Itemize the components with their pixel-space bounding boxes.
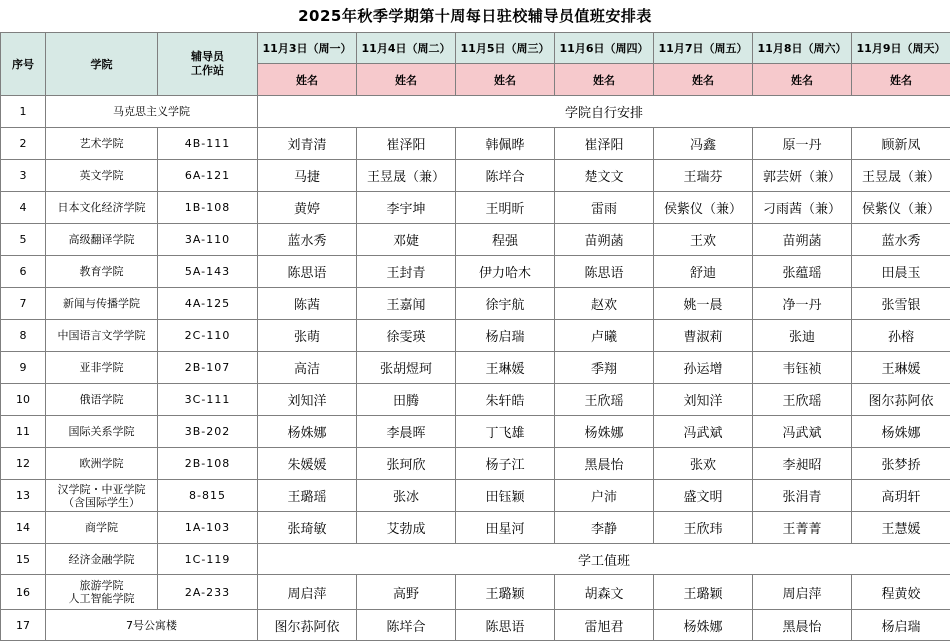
date-header: 11月7日（周五）: [654, 33, 753, 64]
row-college: 欧洲学院: [46, 448, 158, 480]
college-line: （含国际学生）: [63, 495, 140, 509]
duty-name: 田星河: [456, 512, 555, 544]
row-seq: 5: [1, 224, 46, 256]
duty-name: 王璐颖: [456, 575, 555, 610]
date-header: 11月9日（周天）: [852, 33, 950, 64]
duty-name: 图尔荪阿依: [258, 610, 357, 641]
duty-name: 刘知洋: [654, 384, 753, 416]
duty-name: 郭芸妍（兼）: [753, 160, 852, 192]
duty-name: 杨姝娜: [555, 416, 654, 448]
duty-name: 盛文明: [654, 480, 753, 512]
duty-name: 徐宇航: [456, 288, 555, 320]
duty-name: 陈思语: [258, 256, 357, 288]
row-college: 7号公寓楼: [46, 610, 258, 641]
duty-name: 侯紫仪（兼）: [654, 192, 753, 224]
row-seq: 12: [1, 448, 46, 480]
duty-name: 张梦挢: [852, 448, 950, 480]
duty-name: 曹淑莉: [654, 320, 753, 352]
duty-name: 张涓青: [753, 480, 852, 512]
duty-name: 王璐颖: [654, 575, 753, 610]
name-header: 姓名: [258, 64, 357, 96]
duty-name: 周启萍: [258, 575, 357, 610]
table-row: [1, 224, 950, 256]
duty-name: 王欢: [654, 224, 753, 256]
duty-name: 李昶昭: [753, 448, 852, 480]
duty-name: 冯武斌: [654, 416, 753, 448]
duty-name: 蓝水秀: [852, 224, 950, 256]
row-college: 英文学院: [46, 160, 158, 192]
row-seq: 10: [1, 384, 46, 416]
row-college: 新闻与传播学院: [46, 288, 158, 320]
date-header: 11月4日（周二）: [357, 33, 456, 64]
duty-name: 王菁菁: [753, 512, 852, 544]
duty-name: 陈茜: [258, 288, 357, 320]
row-college: 商学院: [46, 512, 158, 544]
table-row: [1, 352, 950, 384]
duty-name: 雷雨: [555, 192, 654, 224]
name-header: 姓名: [753, 64, 852, 96]
row-college: 中国语言文学学院: [46, 320, 158, 352]
duty-name: 赵欢: [555, 288, 654, 320]
table-row: [1, 160, 950, 192]
row-college: 经济金融学院: [46, 544, 158, 575]
row-seq: 8: [1, 320, 46, 352]
duty-name: 黑晨怡: [753, 610, 852, 641]
row-seq: 2: [1, 128, 46, 160]
row-seq: 1: [1, 96, 46, 128]
duty-name: 张胡煜珂: [357, 352, 456, 384]
table-row: [1, 288, 950, 320]
duty-name: 张雪银: [852, 288, 950, 320]
duty-name: 刁雨茜（兼）: [753, 192, 852, 224]
row-college: 亚非学院: [46, 352, 158, 384]
row-college: 国际关系学院: [46, 416, 158, 448]
table-row: [1, 192, 950, 224]
duty-name: 杨启瑞: [456, 320, 555, 352]
seq-header: 序号: [1, 33, 46, 96]
duty-name: 净一丹: [753, 288, 852, 320]
duty-name: 王明昕: [456, 192, 555, 224]
row-college: 马克思主义学院: [46, 96, 258, 128]
duty-name: 马捷: [258, 160, 357, 192]
table-row: [1, 96, 950, 128]
duty-name: 杨姝娜: [852, 416, 950, 448]
name-header: 姓名: [456, 64, 555, 96]
table-row: [1, 256, 950, 288]
duty-name: 张珂欣: [357, 448, 456, 480]
duty-name: 侯紫仪（兼）: [852, 192, 950, 224]
duty-name: 高洁: [258, 352, 357, 384]
duty-name: 田钰颖: [456, 480, 555, 512]
duty-name: 刘青清: [258, 128, 357, 160]
duty-name: 朱轩皓: [456, 384, 555, 416]
row-station: 8-815: [158, 480, 258, 512]
table-row: [1, 128, 950, 160]
table-row: [1, 384, 950, 416]
date-header: 11月6日（周四）: [555, 33, 654, 64]
duty-name: 王嘉闻: [357, 288, 456, 320]
duty-name: 孙运增: [654, 352, 753, 384]
duty-name: 张迪: [753, 320, 852, 352]
row-seq: 9: [1, 352, 46, 384]
header-row-dates: [1, 33, 950, 64]
table-row: [1, 320, 950, 352]
row-station: 3B-202: [158, 416, 258, 448]
row-college: 日本文化经济学院: [46, 192, 158, 224]
duty-name: 韦钰祯: [753, 352, 852, 384]
duty-name: 陈思语: [555, 256, 654, 288]
duty-name: 艾勃成: [357, 512, 456, 544]
row-college: [46, 575, 158, 610]
row-college: 教育学院: [46, 256, 158, 288]
duty-name: 杨姝娜: [654, 610, 753, 641]
duty-name: 邓婕: [357, 224, 456, 256]
duty-name: 徐雯瑛: [357, 320, 456, 352]
row-station: 2C-110: [158, 320, 258, 352]
table-row: [1, 544, 950, 575]
table-row: [1, 512, 950, 544]
duty-name: 顾新凤: [852, 128, 950, 160]
duty-name: 苗朔菡: [555, 224, 654, 256]
merged-note: 学工值班: [258, 544, 950, 575]
row-station: 2B-107: [158, 352, 258, 384]
duty-name: 杨姝娜: [258, 416, 357, 448]
station-header: 辅导员 工作站: [158, 33, 258, 96]
row-college: [46, 480, 158, 512]
date-header: 11月8日（周六）: [753, 33, 852, 64]
duty-name: 王欣玮: [654, 512, 753, 544]
duty-name: 卢曦: [555, 320, 654, 352]
duty-name: 季翔: [555, 352, 654, 384]
duty-name: 陈垟合: [357, 610, 456, 641]
row-college: 高级翻译学院: [46, 224, 158, 256]
row-seq: 16: [1, 575, 46, 610]
duty-name: 王昱晟（兼）: [357, 160, 456, 192]
duty-name: 程强: [456, 224, 555, 256]
row-seq: 3: [1, 160, 46, 192]
duty-name: 李静: [555, 512, 654, 544]
duty-name: 孙榕: [852, 320, 950, 352]
duty-name: 陈垟合: [456, 160, 555, 192]
row-station: 5A-143: [158, 256, 258, 288]
row-station: 1B-108: [158, 192, 258, 224]
duty-name: 周启萍: [753, 575, 852, 610]
table-row: [1, 575, 950, 610]
name-header: 姓名: [357, 64, 456, 96]
duty-schedule-table: [0, 32, 950, 641]
duty-name: 张蕴瑶: [753, 256, 852, 288]
duty-name: 张琦敏: [258, 512, 357, 544]
row-station: 2A-233: [158, 575, 258, 610]
college-header: 学院: [46, 33, 158, 96]
duty-name: 王封青: [357, 256, 456, 288]
college-line: 人工智能学院: [68, 592, 135, 605]
row-station: 1C-119: [158, 544, 258, 575]
duty-name: 原一丹: [753, 128, 852, 160]
duty-name: 张萌: [258, 320, 357, 352]
duty-name: 王瑞芬: [654, 160, 753, 192]
name-header: 姓名: [852, 64, 950, 96]
duty-name: 丁飞雄: [456, 416, 555, 448]
duty-name: 李宇坤: [357, 192, 456, 224]
row-station: 3A-110: [158, 224, 258, 256]
row-seq: 14: [1, 512, 46, 544]
duty-name: 崔泽阳: [357, 128, 456, 160]
duty-name: 高野: [357, 575, 456, 610]
table-row: [1, 448, 950, 480]
table-row: [1, 610, 950, 641]
row-station: 2B-108: [158, 448, 258, 480]
duty-name: 陈思语: [456, 610, 555, 641]
duty-name: 黑晨怡: [555, 448, 654, 480]
merged-note: 学院自行安排: [258, 96, 950, 128]
row-station: 4B-111: [158, 128, 258, 160]
duty-name: 王璐瑶: [258, 480, 357, 512]
row-seq: 6: [1, 256, 46, 288]
duty-name: 杨启瑞: [852, 610, 950, 641]
duty-name: 高玥轩: [852, 480, 950, 512]
row-seq: 17: [1, 610, 46, 641]
duty-name: 王欣瑶: [555, 384, 654, 416]
table-row: [1, 480, 950, 512]
duty-name: 崔泽阳: [555, 128, 654, 160]
duty-name: 刘知洋: [258, 384, 357, 416]
name-header: 姓名: [654, 64, 753, 96]
row-seq: 11: [1, 416, 46, 448]
duty-name: 姚一晨: [654, 288, 753, 320]
row-college: 艺术学院: [46, 128, 158, 160]
duty-name: 韩佩晔: [456, 128, 555, 160]
duty-name: 程黄姣: [852, 575, 950, 610]
duty-name: 李晨晖: [357, 416, 456, 448]
duty-name: 王琳媛: [852, 352, 950, 384]
college-line: 汉学院・中亚学院: [57, 482, 146, 496]
duty-name: 蓝水秀: [258, 224, 357, 256]
row-seq: 15: [1, 544, 46, 575]
duty-name: 伊力哈木: [456, 256, 555, 288]
duty-name: 张冰: [357, 480, 456, 512]
date-header: 11月5日（周三）: [456, 33, 555, 64]
duty-name: 冯鑫: [654, 128, 753, 160]
row-seq: 13: [1, 480, 46, 512]
duty-name: 舒迪: [654, 256, 753, 288]
duty-name: 户沛: [555, 480, 654, 512]
duty-name: 王琳媛: [456, 352, 555, 384]
row-seq: 4: [1, 192, 46, 224]
duty-name: 张欢: [654, 448, 753, 480]
page-title: 2025年秋季学期第十周每日驻校辅导员值班安排表: [298, 7, 652, 25]
duty-name: 冯武斌: [753, 416, 852, 448]
row-seq: 7: [1, 288, 46, 320]
name-header: 姓名: [555, 64, 654, 96]
duty-name: 胡森文: [555, 575, 654, 610]
duty-name: 苗朔菡: [753, 224, 852, 256]
row-station: 1A-103: [158, 512, 258, 544]
row-station: 3C-111: [158, 384, 258, 416]
duty-name: 雷旭君: [555, 610, 654, 641]
duty-name: 王昱晟（兼）: [852, 160, 950, 192]
duty-name: 图尔荪阿依: [852, 384, 950, 416]
duty-name: 黄婷: [258, 192, 357, 224]
duty-name: 楚文文: [555, 160, 654, 192]
row-station: 4A-125: [158, 288, 258, 320]
duty-name: 王欣瑶: [753, 384, 852, 416]
row-station: 6A-121: [158, 160, 258, 192]
duty-name: 杨子江: [456, 448, 555, 480]
college-line: 旅游学院: [79, 579, 124, 592]
duty-name: 田晨玉: [852, 256, 950, 288]
duty-name: 王慧媛: [852, 512, 950, 544]
duty-name: 朱媛媛: [258, 448, 357, 480]
row-college: 俄语学院: [46, 384, 158, 416]
date-header: 11月3日（周一）: [258, 33, 357, 64]
duty-name: 田腾: [357, 384, 456, 416]
table-row: [1, 416, 950, 448]
